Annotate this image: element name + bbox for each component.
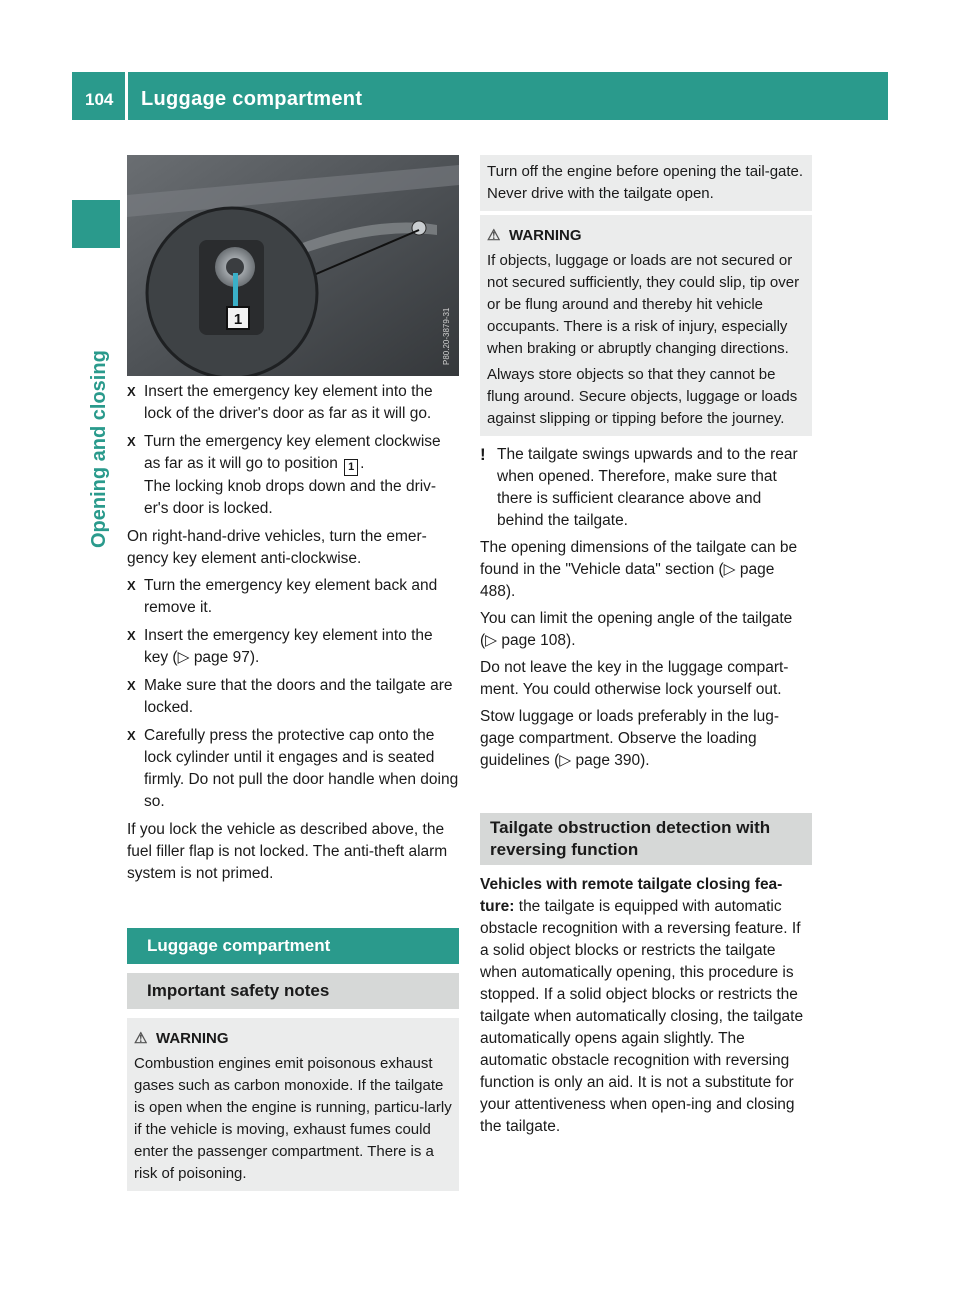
step-arrow-icon: X bbox=[127, 434, 136, 449]
warning-triangle-icon: ⚠ bbox=[487, 227, 501, 244]
step-arrow-icon: X bbox=[127, 628, 136, 643]
side-chapter-label: Opening and closing bbox=[88, 350, 110, 548]
warning-text: Always store objects so that they cannot be flung around. Secure objects, luggage or loads against slipping or tipping before the journey. bbox=[487, 366, 798, 427]
step-arrow-icon: X bbox=[127, 678, 136, 693]
instruction-step: X Turn the emergency key element clockwise as far as it will go to position 1 . The locking knob drops down and the driv-er's door is locked. bbox=[127, 433, 441, 517]
key-marker bbox=[233, 273, 238, 307]
header-divider bbox=[125, 72, 128, 120]
position-marker: 1 bbox=[344, 459, 358, 476]
warning-title: ⚠ WARNING bbox=[134, 1028, 453, 1050]
warning-text: Combustion engines emit poisonous exhaust gases such as carbon monoxide. If the tailgate is open when the engine is running, particu-larly if the vehicle is moving, exhaust fumes could enter the passenger compartment. There is a risk of poisoning. bbox=[134, 1055, 452, 1182]
warning-title: ⚠ WARNING bbox=[487, 225, 806, 247]
warning-text: If objects, luggage or loads are not secured or not secured sufficiently, they could slip, tip over or be flung around and thereby hit vehicle occupants. There is a risk of injury, especially when braking or abruptly changing directions. bbox=[487, 252, 800, 357]
left-column bbox=[127, 381, 459, 1191]
instruction-step: X Make sure that the doors and the tailgate are locked. bbox=[127, 677, 453, 716]
step-result: The locking knob drops down and the driv-er's door is locked. bbox=[144, 478, 437, 517]
door-lock-photo bbox=[127, 155, 459, 376]
side-tab-block bbox=[72, 200, 120, 248]
instruction-step: X Turn the emergency key element back and remove it. bbox=[127, 577, 438, 616]
subsection-heading: Important safety notes bbox=[127, 973, 459, 1009]
paragraph: Do not leave the key in the luggage compart-ment. You could otherwise lock yourself out. bbox=[480, 659, 789, 698]
lock-note: If you lock the vehicle as described above, the fuel filler flap is not locked. The anti-theft alarm system is not primed. bbox=[127, 821, 448, 882]
info-box: Turn off the engine before opening the tail-gate. Never drive with the tailgate open. bbox=[480, 155, 812, 211]
instruction-step: X Insert the emergency key element into the key (▷ page 97). bbox=[127, 627, 433, 666]
step-arrow-icon: X bbox=[127, 384, 136, 399]
step-arrow-icon: X bbox=[127, 578, 136, 593]
notice: ! The tailgate swings upwards and to the rear when opened. Therefore, make sure that there is sufficient clearance above and behind the tailgate. bbox=[480, 445, 798, 529]
paragraph: Vehicles with remote tailgate closing fea-ture: the tailgate is equipped with automatic obstacle recognition with a reversing feature. If a solid object blocks or restricts the tailgate when automatically opening, this procedure is stopped. If a solid object blocks or restricts the tailgate when automatically closing, the tailgate automatically opens again slightly. The automatic obstacle recognition with reversing function is only an aid. It is not a substitute for your attentiveness when open-ing and closing the tailgate. bbox=[480, 876, 804, 1135]
warning-triangle-icon: ⚠ bbox=[134, 1030, 148, 1047]
page-number: 104 bbox=[85, 90, 114, 109]
instruction-step: X Carefully press the protective cap onto the lock cylinder until it engages and is seated firmly. Do not pull the door handle when doing so. bbox=[127, 727, 459, 810]
step-arrow-icon: X bbox=[127, 728, 136, 743]
door-lock-illustration bbox=[127, 155, 459, 376]
callout-number: 1 bbox=[233, 311, 243, 328]
exclamation-icon: ! bbox=[480, 445, 486, 464]
paragraph: You can limit the opening angle of the tailgate (▷ page 108). bbox=[480, 610, 793, 649]
right-column bbox=[480, 155, 812, 1143]
section-heading: Luggage compartment bbox=[127, 928, 459, 964]
warning-box bbox=[480, 215, 812, 436]
section-heading: Tailgate obstruction detection with reversing function bbox=[480, 813, 812, 865]
rhd-note: On right-hand-drive vehicles, turn the emer-gency key element anti-clockwise. bbox=[127, 528, 427, 567]
instruction-step: X Insert the emergency key element into the lock of the driver's door as far as it will go. bbox=[127, 383, 433, 422]
paragraph: The opening dimensions of the tailgate can be found in the "Vehicle data" section (▷ page 488). bbox=[480, 539, 798, 600]
figure-code: P80.20-3879-31 bbox=[442, 307, 451, 365]
warning-box bbox=[127, 1018, 459, 1191]
paragraph: Stow luggage or loads preferably in the lug-gage compartment. Observe the loading guidelines (▷ page 390). bbox=[480, 708, 779, 769]
page-title: Luggage compartment bbox=[141, 88, 363, 110]
